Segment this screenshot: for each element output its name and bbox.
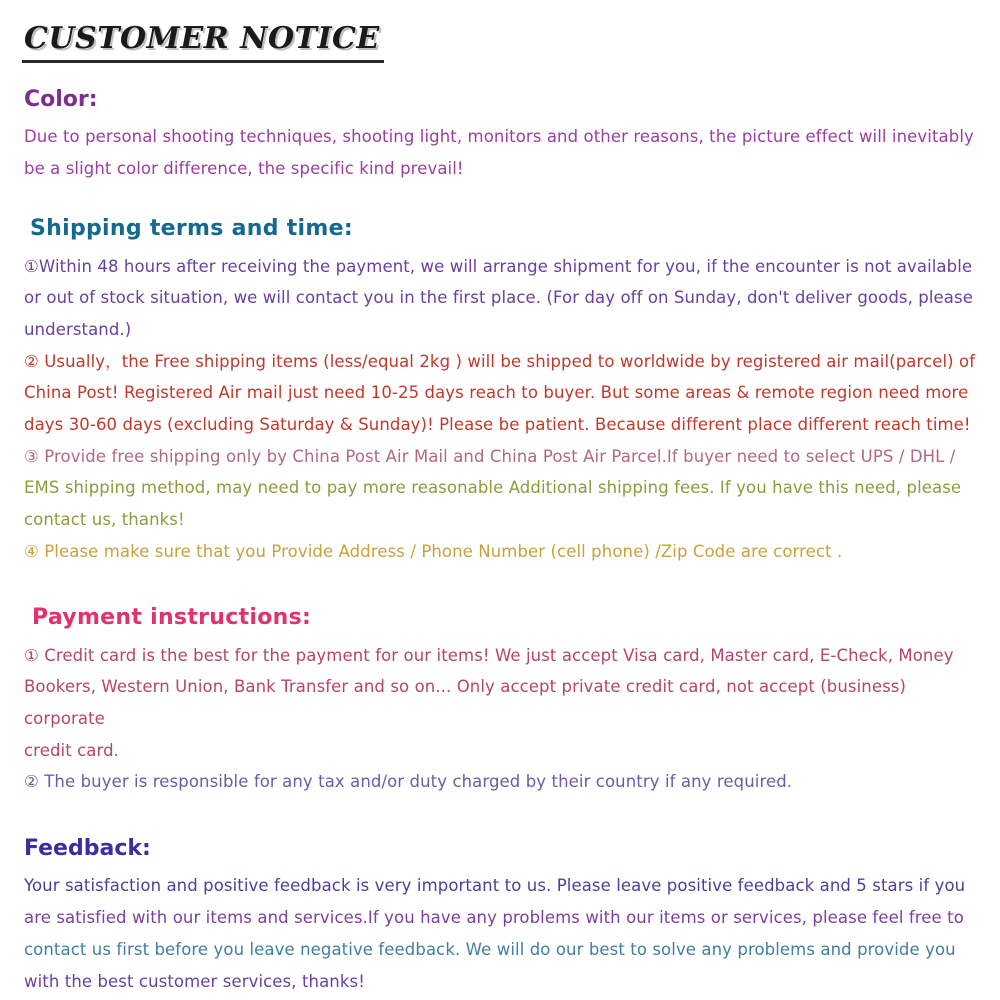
text-line: contact us, thanks! xyxy=(24,510,185,529)
text-line: Due to personal shooting techniques, shooting light, monitors and other reasons, the picture effect will inevitably xyxy=(24,126,974,146)
text-line: EMS shipping method, may need to pay more reasonable Additional shipping fees. If you have this need, please xyxy=(24,478,962,498)
list-item xyxy=(24,441,978,473)
list-item xyxy=(24,640,978,672)
section-heading-color: Color: xyxy=(24,86,98,112)
text-line: China Post! Registered Air mail just need 10-25 days reach to buyer. But some areas & remote region need more xyxy=(24,383,969,403)
spacer xyxy=(22,184,978,194)
list-text: The buyer is responsible for any tax and/or duty charged by their country if any required. xyxy=(38,772,793,792)
list-marker: ③ xyxy=(24,446,39,466)
text-line: days 30-60 days (excluding Saturday & Sunday)! Please be patient. Because different place different reach time! xyxy=(24,414,971,434)
list-item xyxy=(24,766,978,798)
text-line: be a slight color difference, the specific kind prevail! xyxy=(24,158,464,178)
list-marker: ④ xyxy=(24,541,39,561)
section-body-feedback xyxy=(24,870,978,997)
spacer xyxy=(22,567,978,583)
list-item xyxy=(24,346,978,378)
list-text: Within 48 hours after receiving the payment, we will arrange shipment for you, if the encounter is not available xyxy=(38,256,973,276)
list-text: Provide free shipping only by China Post Air Mail and China Post Air Parcel.If buyer need to select UPS / DHL / xyxy=(38,446,956,466)
section-body-payment xyxy=(24,640,978,798)
list-item xyxy=(24,251,978,283)
list-text: Usually，the Free shipping items (less/equal 2kg ) will be shipped to worldwide by registered air mail(parcel) of xyxy=(38,351,976,371)
list-text: Credit card is the best for the payment for our items! We just accept Visa card, Master card, E-Check, Money xyxy=(38,645,954,665)
section-heading-feedback: Feedback: xyxy=(24,836,151,862)
list-marker: ② xyxy=(24,772,39,792)
text-line: understand.) xyxy=(24,319,132,339)
text-line: with the best customer services, thanks! xyxy=(24,971,365,991)
text-line: are satisfied with our items and services.If you have any problems with our items or services, please feel free to xyxy=(24,908,964,928)
list-text: Please make sure that you Provide Address / Phone Number (cell phone) /Zip Code are correct . xyxy=(38,541,843,561)
list-marker: ① xyxy=(24,645,39,665)
list-marker: ② xyxy=(24,351,39,371)
text-line: contact us first before you leave negative feedback. We will do our best to solve any problems and provide you xyxy=(24,939,956,959)
section-heading-shipping: Shipping terms and time: xyxy=(30,216,353,242)
section-heading-payment: Payment instructions: xyxy=(32,605,312,631)
spacer xyxy=(22,798,978,814)
text-line: Your satisfaction and positive feedback is very important to us. Please leave positive feedback and 5 stars if you xyxy=(24,876,966,896)
text-line: credit card. xyxy=(24,740,120,760)
text-line: Bookers, Western Union, Bank Transfer and so on... Only accept private credit card, not accept (business) corporate xyxy=(24,677,907,729)
list-item xyxy=(24,536,978,568)
section-body-color xyxy=(24,121,978,184)
page-title: CUSTOMER NOTICE xyxy=(22,22,384,63)
section-body-shipping xyxy=(24,251,978,568)
text-line: or out of stock situation, we will contact you in the first place. (For day off on Sunday, don't deliver goods, please xyxy=(24,288,973,308)
list-marker: ① xyxy=(24,256,39,276)
